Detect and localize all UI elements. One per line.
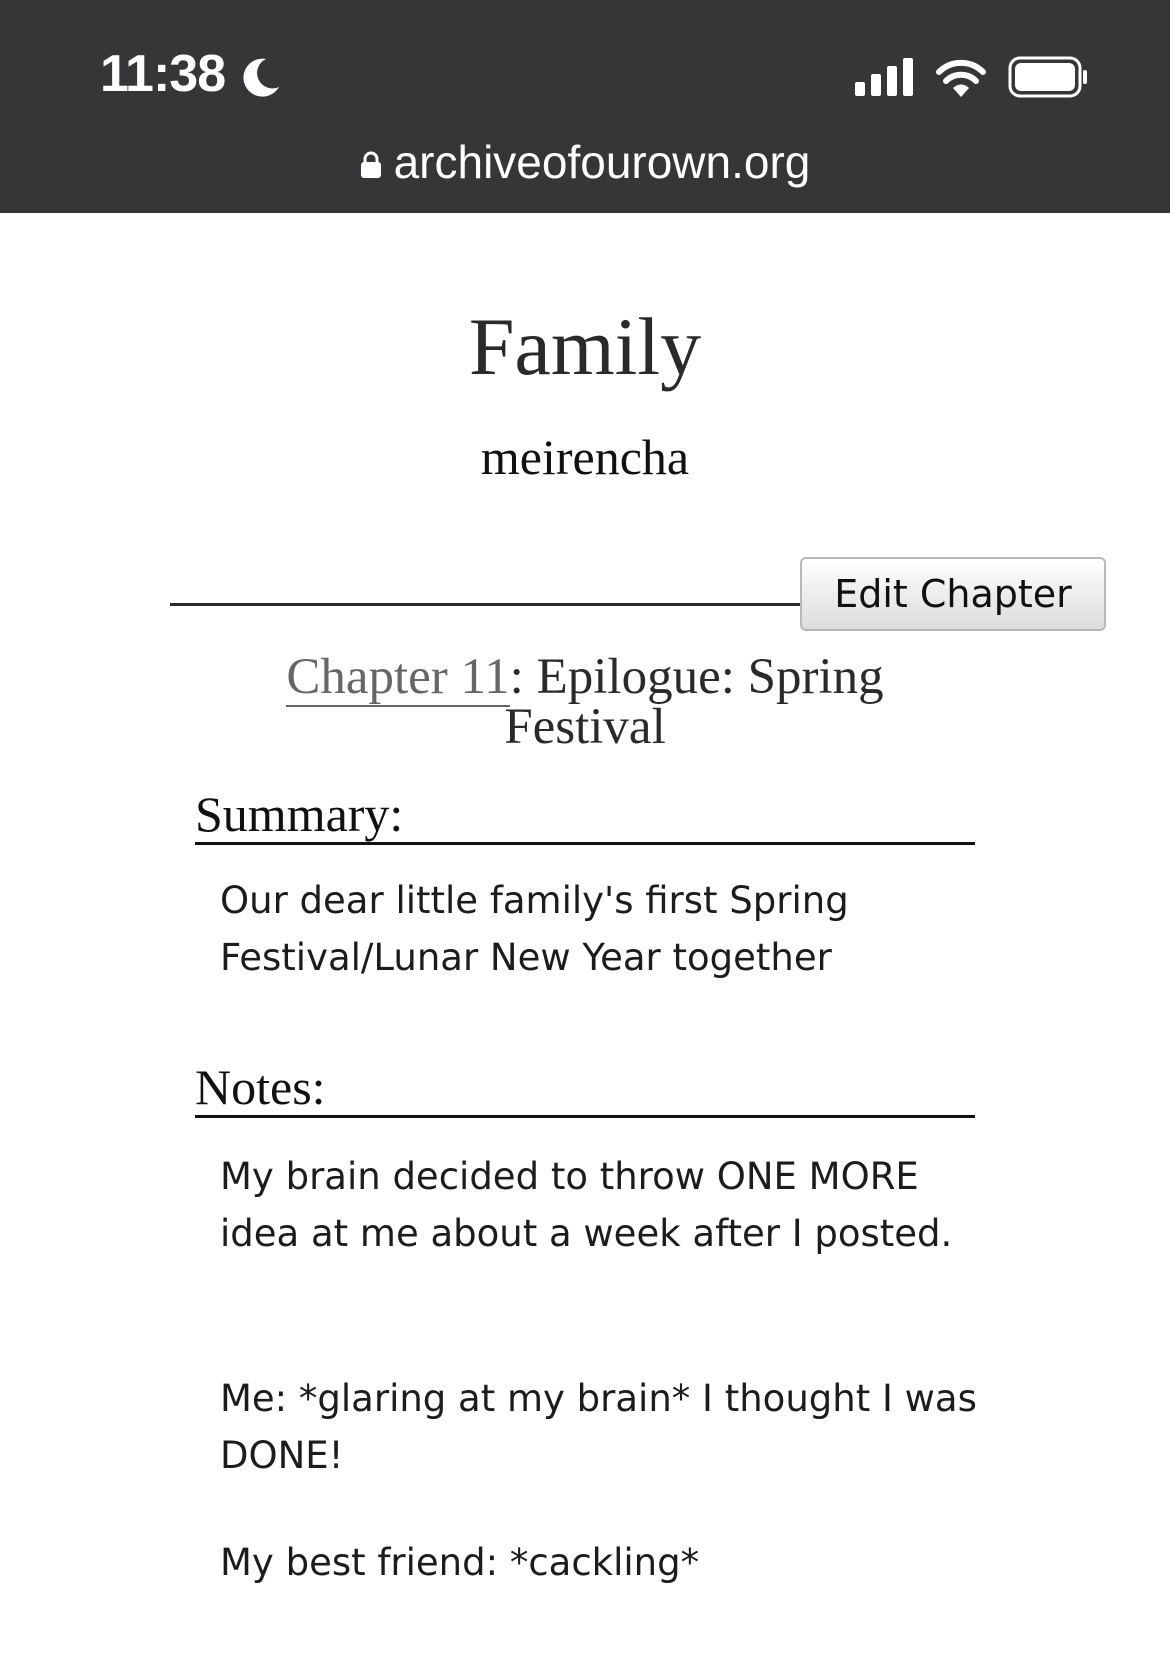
notes-heading: Notes: — [195, 1059, 326, 1115]
work-author[interactable]: meirencha — [480, 429, 690, 485]
notes-paragraph: My best friend: *cackling* — [220, 1541, 700, 1584]
summary-heading-rule — [195, 786, 975, 845]
chapter-link[interactable]: Chapter 11 — [286, 649, 510, 705]
chapter-divider — [170, 603, 802, 606]
status-bar — [0, 0, 1170, 213]
lock-icon — [360, 136, 382, 190]
work-title: Family — [468, 301, 702, 392]
cellular-signal-icon — [855, 58, 915, 101]
chapter-title — [240, 649, 930, 755]
notes-paragraph: My brain decided to throw ONE MORE idea at me about a week after I posted. — [220, 1155, 953, 1255]
notes-paragraph: Me: *glaring at my brain* I thought I was DONE! — [220, 1377, 977, 1477]
notes-heading-rule — [195, 1059, 975, 1118]
moon-icon — [240, 56, 282, 103]
clock-time: 11:38 — [100, 45, 226, 103]
chapter-title-text: : Epilogue: Spring Festival — [504, 649, 884, 755]
edit-chapter-button[interactable]: Edit Chapter — [800, 557, 1106, 631]
battery-icon — [1008, 56, 1088, 103]
summary-text: Our dear little family's first Spring Festival/Lunar New Year together — [220, 879, 849, 979]
url-text: archiveofourown.org — [393, 136, 811, 188]
address-bar[interactable] — [0, 135, 1170, 190]
wifi-icon — [935, 55, 987, 102]
summary-heading: Summary: — [195, 786, 404, 842]
